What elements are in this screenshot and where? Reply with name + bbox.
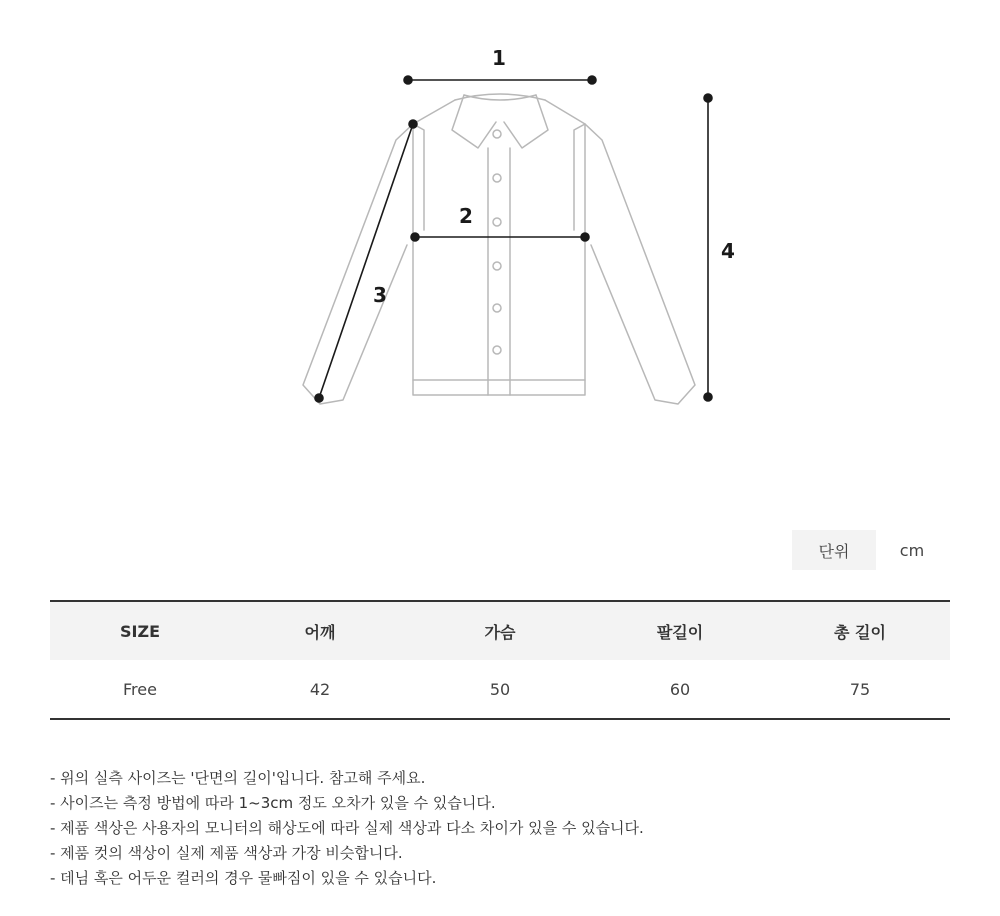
note-item: - 데님 혹은 어두운 컬러의 경우 물빠짐이 있을 수 있습니다. xyxy=(50,869,437,887)
note-item: - 사이즈는 측정 방법에 따라 1~3cm 정도 오차가 있을 수 있습니다. xyxy=(50,794,496,812)
label-chest-number: 2 xyxy=(459,204,473,228)
notes-list xyxy=(50,766,644,891)
cell-chest: 50 xyxy=(489,679,511,699)
table-header-row xyxy=(50,601,950,660)
label-shoulder-number: 1 xyxy=(492,46,506,70)
measurement-diagram xyxy=(0,0,1000,440)
header-chest: 가슴 xyxy=(484,622,516,642)
header-sleeve: 팔길이 xyxy=(656,622,704,642)
note-item: - 위의 실측 사이즈는 '단면의 길이'입니다. 참고해 주세요. xyxy=(50,769,426,787)
note-item: - 제품 색상은 사용자의 모니터의 해상도에 따라 실제 색상과 다소 차이가 있을 수 있습니다. xyxy=(50,819,644,837)
header-size: SIZE xyxy=(119,621,160,641)
cell-size: Free xyxy=(123,679,157,699)
table-row xyxy=(50,660,950,719)
unit-label: 단위 xyxy=(792,530,876,570)
note-item: - 제품 컷의 색상이 실제 제품 색상과 가장 비슷합니다. xyxy=(50,844,403,862)
cell-shoulder: 42 xyxy=(309,679,331,699)
unit-indicator xyxy=(792,530,948,570)
unit-value: cm xyxy=(899,540,925,560)
sleeve-measure-line xyxy=(319,124,413,398)
cell-sleeve: 60 xyxy=(669,679,691,699)
header-shoulder: 어깨 xyxy=(304,622,336,642)
cell-length: 75 xyxy=(849,679,871,699)
header-length: 총 길이 xyxy=(834,622,886,642)
size-table xyxy=(50,600,950,720)
label-length-number: 4 xyxy=(721,239,735,263)
label-sleeve-number: 3 xyxy=(373,283,387,307)
